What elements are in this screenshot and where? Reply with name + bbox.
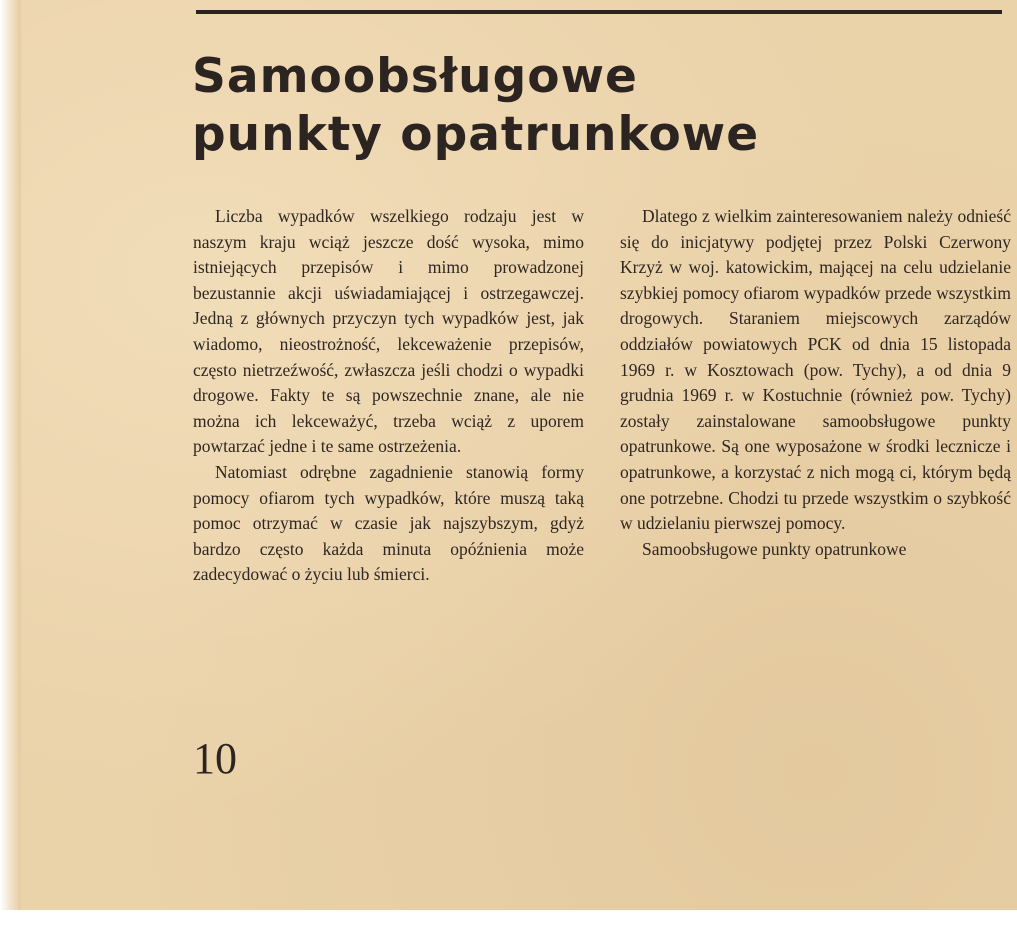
article-title-line-2: punkty opatrunkowe [192,107,760,162]
article-title [192,48,992,164]
article-title-line-1: Samoobsługowe [192,49,638,104]
page-number: 10 [193,734,237,783]
left-paragraph-1: Liczba wypadków wszelkiego rodzaju jest w naszym kraju wciąż jeszcze dość wysoka, mimo istniejących przepisów i mimo prowadzonej bezustannie akcji uświadamiającej i ostrzegawczej. Jedną z głównych przyczyn tych wypadków jest, jak wiadomo, nieostrożność, lekceważenie przepisów, często nietrzeźwość, zwłaszcza jeśli chodzi o wypadki drogowe. Fakty te są powszechnie znane, ale nie można ich lekceważyć, trzeba wciąż z uporem powtarzać jedne i te same ostrzeżenia. [193,206,584,457]
top-rule [196,10,1002,14]
left-column [193,204,584,588]
torn-left-edge [0,0,22,910]
right-column [620,204,1011,562]
left-paragraph-2: Natomiast odrębne zagadnienie stanowią formy pomocy ofiarom tych wypadków, które muszą taką pomoc otrzymać w czasie jak najszybszym, gdyż bardzo często każda minuta opóźnienia może zadecydować o życiu lub śmierci. [193,461,584,585]
right-paragraph-2: Samoobsługowe punkty opatrunkowe [642,538,907,559]
right-paragraph-1: Dlatego z wielkim zainteresowaniem należy odnieść się do inicjatywy podjętej przez Polski Czerwony Krzyż w woj. katowickim, mającej na celu udzielanie szybkiej pomocy ofiarom wypadków przede wszystkim drogowych. Staraniem miejscowych zarządów oddziałów powiatowych PCK od dnia 15 listopada 1969 r. w Kosztowach (pow. Tychy), a od dnia 9 grudnia 1969 r. w Kostuchnie (również pow. Tychy) zostały zainstalowane samoobsługowe punkty opatrunkowe. Są one wyposażone w środki lecznicze i opatrunkowe, a korzystać z nich mogą ci, którym będą one potrzebne. Chodzi tu przede wszystkim o szybkość w udzielaniu pierwszej pomocy. [620,206,1011,534]
